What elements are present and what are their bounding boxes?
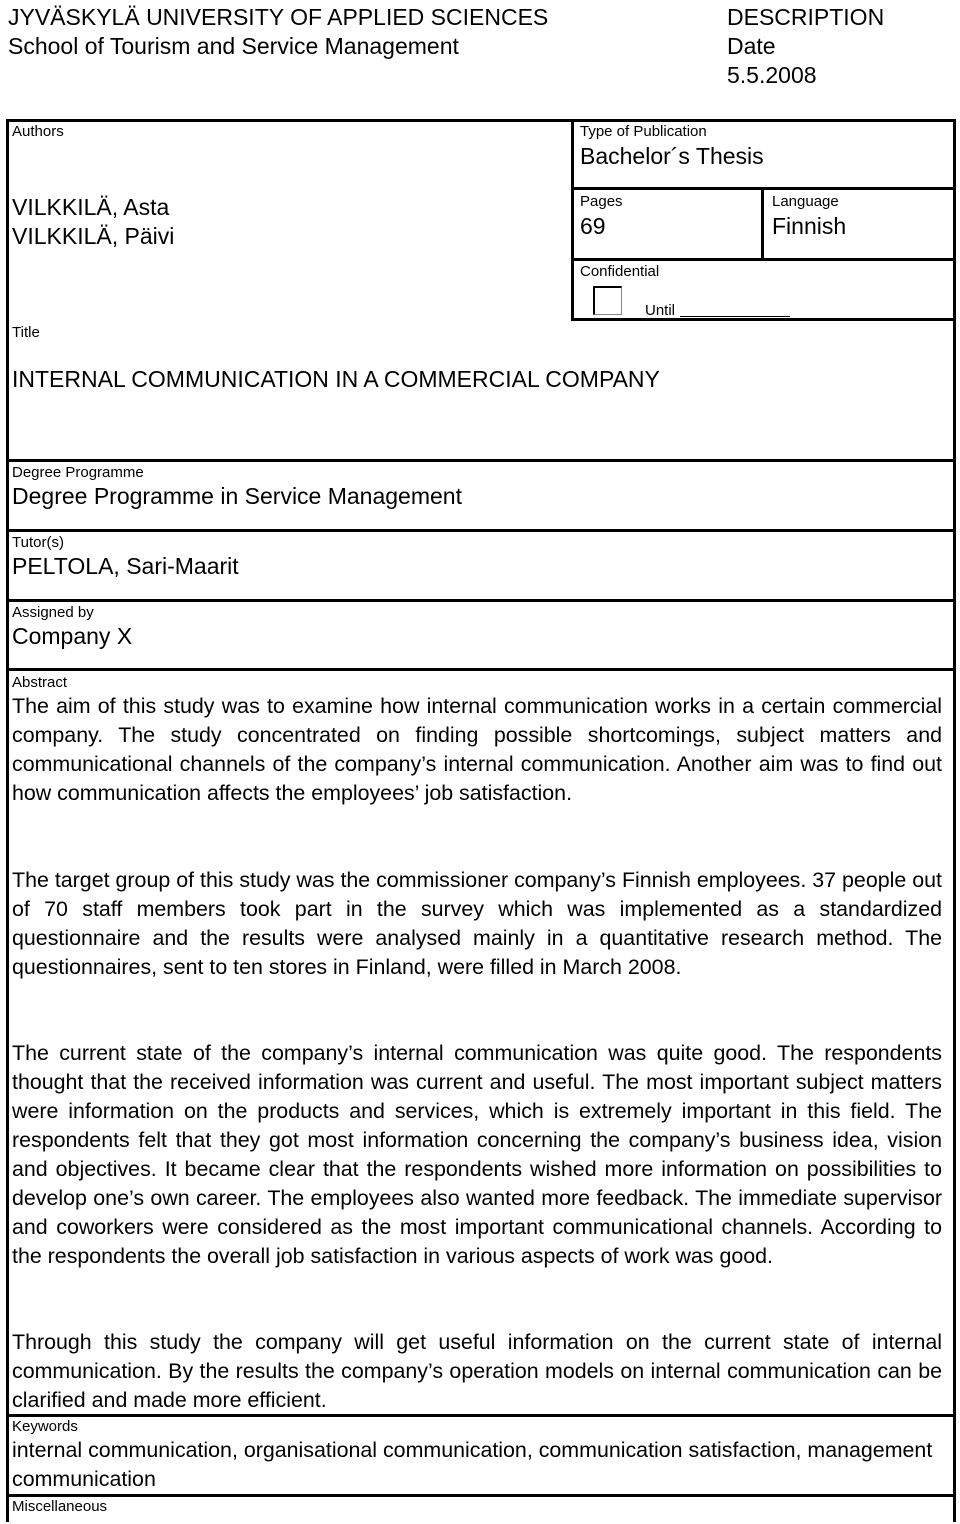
degree-programme-value: Degree Programme in Service Management xyxy=(12,483,462,509)
thesis-title: INTERNAL COMMUNICATION IN A COMMERCIAL COMPANY xyxy=(12,366,660,392)
assigned-by-value: Company X xyxy=(12,623,133,649)
miscellaneous-label: Miscellaneous xyxy=(12,1498,108,1515)
author-name-2: VILKKILÄ, Päivi xyxy=(12,223,175,249)
date-label: Date xyxy=(727,33,776,59)
language-value: Finnish xyxy=(772,213,847,239)
author-name-1: VILKKILÄ, Asta xyxy=(12,194,170,220)
degree-programme-label: Degree Programme xyxy=(12,464,144,481)
tutors-label: Tutor(s) xyxy=(12,534,64,551)
until-label: Until xyxy=(645,302,676,319)
confidential-label: Confidential xyxy=(580,263,660,280)
school-name: School of Tourism and Service Management xyxy=(8,33,459,59)
keywords-label: Keywords xyxy=(12,1418,78,1435)
abstract-label: Abstract xyxy=(12,674,68,691)
publication-type-label: Type of Publication xyxy=(580,123,707,140)
assigned-by-label: Assigned by xyxy=(12,604,94,621)
publication-type-value: Bachelor´s Thesis xyxy=(580,143,764,169)
pages-label: Pages xyxy=(580,193,623,210)
document-type: DESCRIPTION xyxy=(727,4,885,30)
pages-value: 69 xyxy=(580,213,606,239)
authors-label: Authors xyxy=(12,123,64,140)
title-label: Title xyxy=(12,324,40,341)
keywords-value: internal communication, organisational communication, communication satisfaction, management communication xyxy=(12,1438,933,1491)
abstract-paragraph-2: The target group of this study was the commissioner company’s Finnish employees. 37 people out of 70 staff members took part in the survey which was implemented as a standardized questionnaire and the results were analysed mainly in a quantitative research method. The questionnaires, sent to ten stores in Finland, were filled in March 2008. xyxy=(12,868,942,979)
abstract-paragraph-1: The aim of this study was to examine how internal communication works in a certain commercial company. The study concentrated on finding possible shortcomings, subject matters and communicational channels of the company’s internal communication. Another aim was to find out how communication affects the employees’ job satisfaction. xyxy=(12,694,942,805)
institution-name: JYVÄSKYLÄ UNIVERSITY OF APPLIED SCIENCES xyxy=(8,4,549,30)
until-date-field[interactable] xyxy=(680,316,790,317)
abstract-paragraph-4: Through this study the company will get useful information on the current state of internal communication. By the results the company’s operation models on internal communication can be clarified and made more efficient. xyxy=(12,1330,942,1412)
language-label: Language xyxy=(772,193,839,210)
confidential-checkbox[interactable] xyxy=(593,286,622,315)
date-value: 5.5.2008 xyxy=(727,62,817,88)
tutors-value: PELTOLA, Sari-Maarit xyxy=(12,553,239,579)
abstract-paragraph-3: The current state of the company’s internal communication was quite good. The respondents thought that the received information was current and useful. The most important subject matters were information on the products and services, which is extremely important in this field. The respondents felt that they got most information concerning the company’s business idea, vision and objectives. It became clear that the respondents wished more information on possibilities to develop one’s own career. The employees also wanted more feedback. The immediate supervisor and coworkers were considered as the most important communicational channels. According to the respondents the overall job satisfaction in various aspects of work was good. xyxy=(12,1041,942,1268)
